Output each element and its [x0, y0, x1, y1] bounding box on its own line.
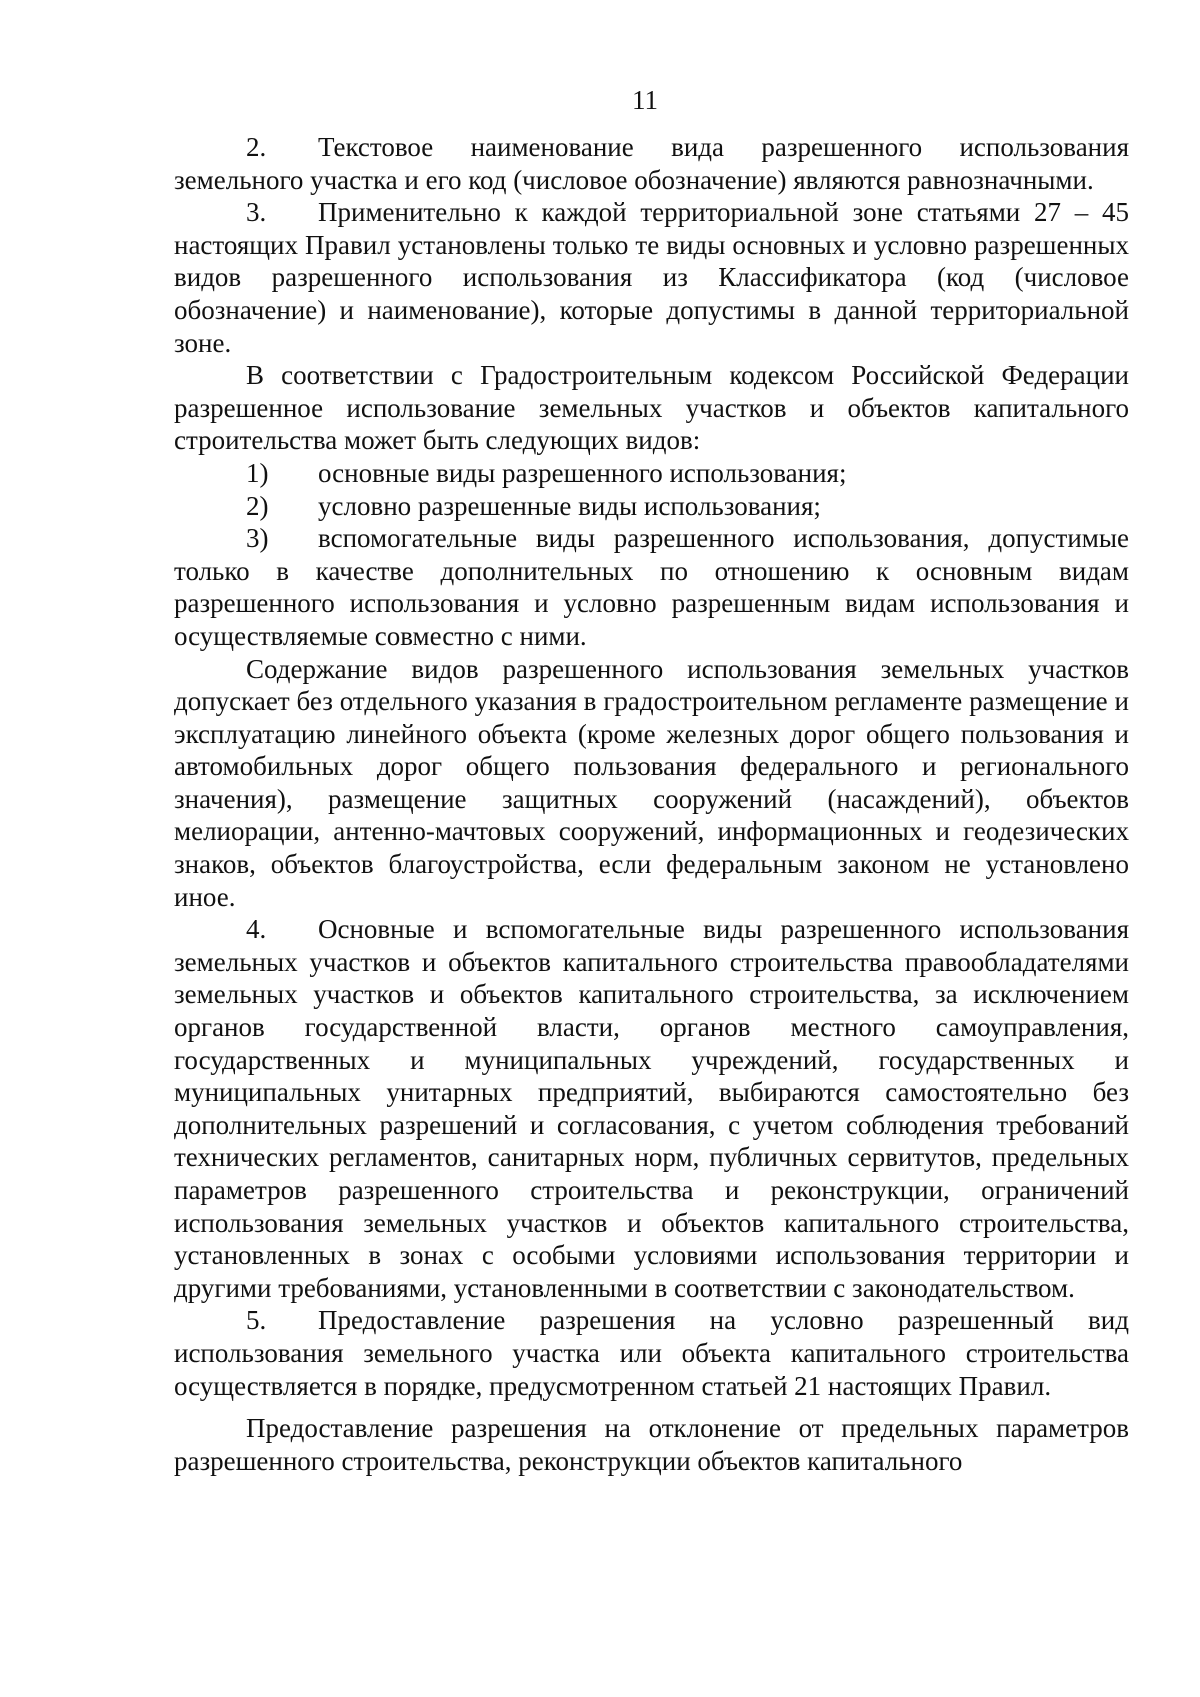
paragraph-content-of-kinds: [174, 653, 1129, 914]
paragraph-text: Предоставление разрешения на отклонение от предельных параметров разрешенного строительства, реконструкции объектов капитального: [174, 1413, 1129, 1476]
list-item-text: условно разрешенные виды использования;: [318, 490, 821, 521]
list-item-number: 3): [246, 523, 269, 554]
paragraph-4: [174, 913, 1129, 1304]
paragraph-text: Предоставление разрешения на условно разрешенный вид использования земельного участка или объекта капитального строительства осуществляется в порядке, предусмотренном статьей 21 настоящих Правил.: [174, 1305, 1129, 1401]
paragraph-2: [174, 131, 1129, 196]
paragraph-number: 2.: [246, 132, 267, 162]
paragraph-5: [174, 1304, 1129, 1402]
paragraph-number: 5.: [246, 1305, 267, 1336]
list-item-number: 1): [246, 457, 269, 488]
list-item-text: основные виды разрешенного использования;: [318, 457, 847, 488]
list-item-2: [174, 490, 1129, 523]
paragraph-text: Применительно к каждой территориальной зоне статьями 27 – 45 настоящих Правил установлены только те виды основных и условно разрешенных видов разрешенного использования из Классификатора (код (числовое обозначение) и наименование), которые допустимы в данной территориальной зоне.: [174, 197, 1129, 358]
paragraph-text: Основные и вспомогательные виды разрешенного использования земельных участков и объектов капитального строительства правообладателями земельных участков и объектов капитального строительства, за исключением органов государственной власти, органов местного самоуправления, государственных и муниципальных учреждений, государственных и муниципальных унитарных предприятий, выбираются самостоятельно без дополнительных разрешений и согласования, с учетом соблюдения требований технических регламентов, санитарных норм, публичных сервитутов, предельных параметров разрешенного строительства и реконструкции, ограничений использования земельных участков и объектов капитального строительства, установленных в зонах с особыми условиями использования территории и другими требованиями, установленными в соответствии с законодательством.: [174, 914, 1129, 1303]
paragraph-text: Текстовое наименование вида разрешенного использования земельного участка и его код (числовое обозначение) являются равнозначными.: [174, 132, 1129, 195]
paragraph-deviation-permission: [174, 1412, 1129, 1477]
paragraph-text: В соответствии с Градостроительным кодексом Российской Федерации разрешенное использование земельных участков и объектов капитального строительства может быть следующих видов:: [174, 360, 1129, 456]
paragraph-number: 4.: [246, 914, 267, 945]
list-item-3: [174, 522, 1129, 652]
list-item-1: [174, 457, 1129, 490]
document-body: [174, 131, 1129, 1477]
paragraph-3: [174, 196, 1129, 359]
list-item-number: 2): [246, 490, 269, 521]
paragraph-text: Содержание видов разрешенного использования земельных участков допускает без отдельного указания в градостроительном регламенте размещение и эксплуатацию линейного объекта (кроме железных дорог общего пользования и автомобильных дорог общего пользования федерального и регионального значения), размещение защитных сооружений (насаждений), объектов мелиорации, антенно-мачтовых сооружений, информационных и геодезических знаков, объектов благоустройства, если федеральным законом не установлено иное.: [174, 653, 1129, 912]
list-item-text: вспомогательные виды разрешенного использования, допустимые только в качестве дополнительных по отношению к основным видам разрешенного использования и условно разрешенным видам использования и осуществляемые совместно с ними.: [174, 523, 1129, 651]
paragraph-number: 3.: [246, 197, 267, 228]
page-number: 11: [632, 85, 658, 115]
paragraph-kinds-intro: [174, 359, 1129, 457]
